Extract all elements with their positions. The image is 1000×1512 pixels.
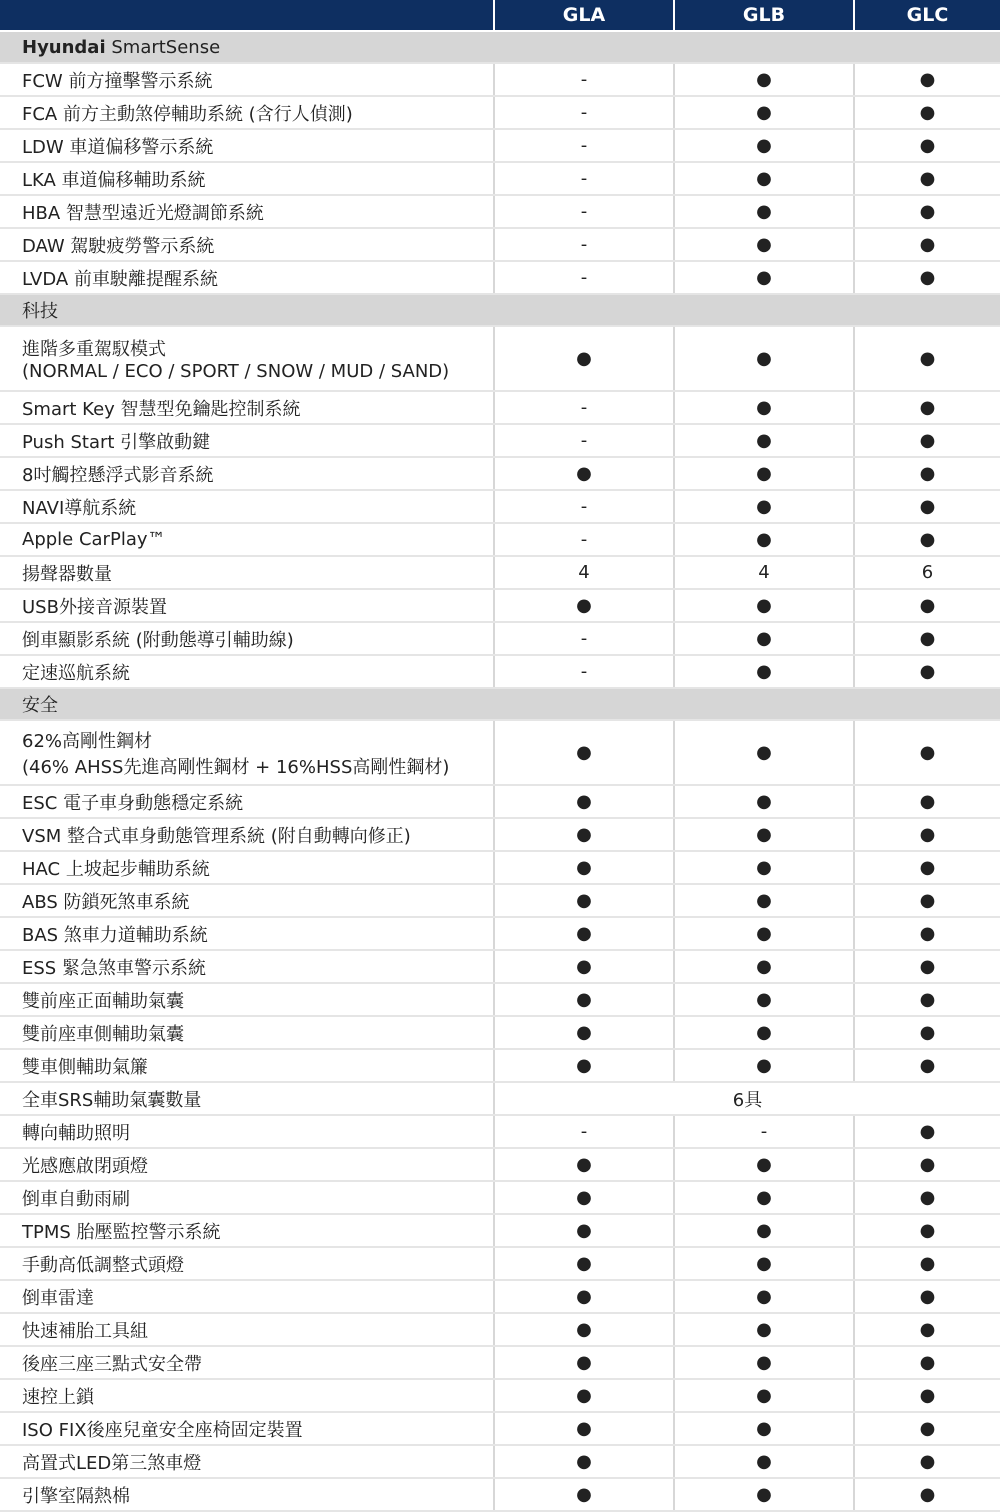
feature-cell [0,1115,494,1148]
feature-cell [0,917,494,950]
value-cell-glb: ● [674,1148,854,1181]
column-header-glc: GLC [854,0,1000,31]
table-row [0,1181,1000,1214]
value-cell-glb: ● [674,884,854,917]
value-cell-gla: - [494,1115,674,1148]
feature-cell [0,162,494,195]
table-row [0,1016,1000,1049]
value-cell-gla: - [494,228,674,261]
value-cell-gla: ● [494,1049,674,1082]
value-cell-glc: ● [854,1181,1000,1214]
value-cell-gla: - [494,523,674,556]
value-cell-gla: ● [494,1412,674,1445]
value-cell-gla: ● [494,1346,674,1379]
value-cell-glb: ● [674,917,854,950]
section-title [0,294,1000,326]
table-row [0,1346,1000,1379]
feature-label: Apple CarPlay™ [22,529,166,550]
value-cell-glb: ● [674,490,854,523]
table-row [0,917,1000,950]
feature-cell [0,391,494,424]
value-cell-glc: ● [854,1247,1000,1280]
table-row [0,720,1000,785]
value-cell-glc: ● [854,162,1000,195]
feature-label: Push Start 引擎啟動鍵 [22,431,211,453]
feature-label: BAS 煞車力道輔助系統 [22,924,208,946]
table-row [0,195,1000,228]
value-cell-gla: ● [494,1214,674,1247]
value-cell-glb: ● [674,424,854,457]
value-cell-gla: - [494,391,674,424]
value-cell-glc: ● [854,1115,1000,1148]
feature-label: 倒車自動雨刷 [22,1188,130,1210]
feature-cell [0,523,494,556]
table-row [0,785,1000,818]
feature-label: ESS 緊急煞車警示系統 [22,957,206,979]
feature-label: 後座三座三點式安全帶 [22,1353,202,1375]
value-cell-glc: ● [854,589,1000,622]
value-cell-glb: ● [674,326,854,391]
value-cell-glc: ● [854,950,1000,983]
feature-cell [0,96,494,129]
section-header-row [0,31,1000,63]
value-cell-glc: ● [854,818,1000,851]
value-cell-glc: ● [854,1346,1000,1379]
feature-label: 快速補胎工具組 [22,1320,148,1342]
value-cell-gla: - [494,96,674,129]
feature-label: 倒車顯影系統 (附動態導引輔助線) [22,629,294,651]
value-cell-gla: ● [494,326,674,391]
feature-cell [0,1082,494,1115]
feature-label: 8吋觸控懸浮式影音系統 [22,464,214,486]
value-cell-glc: ● [854,195,1000,228]
feature-cell [0,129,494,162]
feature-cell [0,195,494,228]
feature-label: 手動高低調整式頭燈 [22,1254,184,1276]
section-title [0,688,1000,720]
value-cell-glb: ● [674,622,854,655]
value-cell-gla: - [494,622,674,655]
feature-cell [0,1016,494,1049]
feature-cell [0,457,494,490]
feature-cell [0,1247,494,1280]
section-header-row [0,688,1000,720]
value-cell-gla: ● [494,457,674,490]
table-row [0,1082,1000,1115]
column-header-gla: GLA [494,0,674,31]
value-cell-glc: ● [854,1016,1000,1049]
table-row [0,1379,1000,1412]
value-cell-glb: ● [674,96,854,129]
feature-cell [0,326,494,391]
feature-label-detail: (NORMAL / ECO / SPORT / SNOW / MUD / SAND) [22,361,450,382]
value-cell-glc: ● [854,490,1000,523]
table-row [0,326,1000,391]
feature-cell [0,556,494,589]
feature-label: 光感應啟閉頭燈 [22,1155,148,1177]
feature-cell [0,785,494,818]
value-cell-glc: ● [854,1148,1000,1181]
value-cell-glc: ● [854,1214,1000,1247]
feature-label: LKA 車道偏移輔助系統 [22,169,206,191]
feature-label: 全車SRS輔助氣囊數量 [22,1089,202,1111]
table-row [0,818,1000,851]
value-cell-all: 6具 [494,1082,1000,1115]
feature-label: 倒車雷達 [22,1287,94,1309]
value-cell-glc: ● [854,884,1000,917]
value-cell-glc: 6 [854,556,1000,589]
feature-cell [0,1346,494,1379]
table-row [0,1445,1000,1478]
feature-cell [0,261,494,294]
feature-label: USB外接音源裝置 [22,596,167,618]
value-cell-gla: ● [494,1313,674,1346]
value-cell-gla: - [494,129,674,162]
table-row [0,556,1000,589]
value-cell-gla: - [494,424,674,457]
value-cell-glb: ● [674,162,854,195]
value-cell-glc: ● [854,1313,1000,1346]
feature-label: LVDA 前車駛離提醒系統 [22,268,218,290]
value-cell-glc: ● [854,983,1000,1016]
table-row [0,261,1000,294]
value-cell-gla: - [494,490,674,523]
value-cell-gla: ● [494,884,674,917]
feature-cell [0,1280,494,1313]
table-row [0,1247,1000,1280]
value-cell-gla: ● [494,1280,674,1313]
table-row [0,1280,1000,1313]
value-cell-gla: ● [494,785,674,818]
feature-cell [0,950,494,983]
feature-label: 高置式LED第三煞車燈 [22,1452,202,1474]
value-cell-gla: ● [494,1379,674,1412]
value-cell-gla: - [494,655,674,688]
value-cell-glb: ● [674,63,854,96]
feature-cell [0,655,494,688]
value-cell-glc: ● [854,1445,1000,1478]
value-cell-glc: ● [854,1049,1000,1082]
value-cell-glb: ● [674,1379,854,1412]
value-cell-glb: 4 [674,556,854,589]
value-cell-gla: - [494,261,674,294]
feature-cell [0,1379,494,1412]
feature-label: TPMS 胎壓監控警示系統 [22,1221,221,1243]
value-cell-glc: ● [854,785,1000,818]
table-row [0,129,1000,162]
value-cell-glc: ● [854,261,1000,294]
feature-cell [0,1214,494,1247]
table-row [0,457,1000,490]
value-cell-glc: ● [854,457,1000,490]
table-row [0,884,1000,917]
value-cell-glc: ● [854,523,1000,556]
feature-cell [0,589,494,622]
feature-label: 引擎室隔熱棉 [22,1485,130,1507]
feature-cell [0,720,494,785]
value-cell-gla: ● [494,950,674,983]
value-cell-gla: - [494,195,674,228]
feature-label: VSM 整合式車身動態管理系統 (附自動轉向修正) [22,825,411,847]
value-cell-glb: ● [674,1049,854,1082]
table-row [0,1478,1000,1511]
feature-cell [0,424,494,457]
value-cell-gla: ● [494,818,674,851]
table-row [0,162,1000,195]
value-cell-glb: ● [674,589,854,622]
value-cell-glb: ● [674,1412,854,1445]
feature-label: ESC 電子車身動態穩定系統 [22,792,244,814]
value-cell-gla: ● [494,1445,674,1478]
value-cell-glb: ● [674,261,854,294]
feature-label: 轉向輔助照明 [22,1122,130,1144]
table-row [0,1115,1000,1148]
value-cell-glb: ● [674,1313,854,1346]
value-cell-glc: ● [854,129,1000,162]
value-cell-glc: ● [854,622,1000,655]
table-row [0,1412,1000,1445]
value-cell-glb: ● [674,129,854,162]
value-cell-glc: ● [854,720,1000,785]
feature-label: 揚聲器數量 [22,563,112,585]
value-cell-gla: ● [494,1478,674,1511]
table-row [0,851,1000,884]
table-row [0,983,1000,1016]
feature-label: FCA 前方主動煞停輔助系統 (含行人偵測) [22,103,353,125]
feature-label: Smart Key 智慧型免鑰匙控制系統 [22,398,301,420]
feature-cell [0,1313,494,1346]
feature-label: NAVI導航系統 [22,497,137,519]
value-cell-gla: ● [494,851,674,884]
value-cell-glb: ● [674,818,854,851]
feature-cell [0,818,494,851]
table-row [0,228,1000,261]
value-cell-gla: ● [494,917,674,950]
section-title-text: SmartSense [105,36,221,58]
feature-cell [0,1445,494,1478]
feature-cell [0,490,494,523]
table-row [0,391,1000,424]
value-cell-glc: ● [854,655,1000,688]
value-cell-glc: ● [854,424,1000,457]
value-cell-glc: ● [854,391,1000,424]
table-row [0,622,1000,655]
feature-label: HAC 上坡起步輔助系統 [22,858,210,880]
value-cell-glc: ● [854,851,1000,884]
feature-label: 雙前座正面輔助氣囊 [22,990,184,1012]
value-cell-glc: ● [854,917,1000,950]
table-row [0,523,1000,556]
feature-cell [0,884,494,917]
feature-label: 進階多重駕馭模式 [22,339,166,360]
value-cell-glb: ● [674,1280,854,1313]
value-cell-gla: ● [494,589,674,622]
value-cell-glb: - [674,1115,854,1148]
value-cell-glb: ● [674,785,854,818]
value-cell-glb: ● [674,228,854,261]
feature-label: LDW 車道偏移警示系統 [22,136,214,158]
value-cell-glb: ● [674,1214,854,1247]
feature-cell [0,228,494,261]
section-title [0,31,1000,63]
value-cell-glc: ● [854,228,1000,261]
value-cell-glc: ● [854,63,1000,96]
table-row [0,589,1000,622]
feature-cell [0,622,494,655]
feature-label: ISO FIX後座兒童安全座椅固定裝置 [22,1419,303,1441]
header-blank [0,0,494,31]
feature-label: 速控上鎖 [22,1386,94,1408]
value-cell-glb: ● [674,457,854,490]
table-row [0,1313,1000,1346]
value-cell-glc: ● [854,1478,1000,1511]
value-cell-glc: ● [854,1379,1000,1412]
value-cell-gla: - [494,162,674,195]
table-row [0,655,1000,688]
header-row [0,0,1000,31]
value-cell-glc: ● [854,326,1000,391]
feature-label-detail: (46% AHSS先進高剛性鋼材 + 16%HSS高剛性鋼材) [22,756,450,778]
value-cell-glc: ● [854,96,1000,129]
table-row [0,96,1000,129]
feature-label: 62%高剛性鋼材 [22,730,153,752]
table-row [0,1049,1000,1082]
feature-cell [0,1148,494,1181]
value-cell-glb: ● [674,391,854,424]
value-cell-gla: ● [494,1181,674,1214]
section-title-text: 科技 [22,301,58,322]
feature-label: 定速巡航系統 [22,662,130,684]
feature-label: 雙車側輔助氣簾 [22,1056,148,1078]
value-cell-glb: ● [674,1445,854,1478]
section-header-row [0,294,1000,326]
value-cell-gla: ● [494,1148,674,1181]
feature-label: FCW 前方撞擊警示系統 [22,70,213,92]
value-cell-gla: ● [494,720,674,785]
feature-label: 雙前座車側輔助氣囊 [22,1023,184,1045]
value-cell-glc: ● [854,1412,1000,1445]
value-cell-glc: ● [854,1280,1000,1313]
value-cell-glb: ● [674,1346,854,1379]
value-cell-glb: ● [674,983,854,1016]
value-cell-glb: ● [674,950,854,983]
feature-cell [0,983,494,1016]
section-title-text: 安全 [22,695,58,716]
value-cell-glb: ● [674,1247,854,1280]
feature-cell [0,1181,494,1214]
value-cell-glb: ● [674,195,854,228]
column-header-glb: GLB [674,0,854,31]
table-row [0,424,1000,457]
value-cell-gla: 4 [494,556,674,589]
value-cell-gla: ● [494,1247,674,1280]
value-cell-glb: ● [674,523,854,556]
table-row [0,1214,1000,1247]
value-cell-gla: - [494,63,674,96]
feature-cell [0,63,494,96]
feature-label: ABS 防鎖死煞車系統 [22,891,190,913]
value-cell-glb: ● [674,1478,854,1511]
value-cell-gla: ● [494,1016,674,1049]
value-cell-glb: ● [674,1181,854,1214]
value-cell-glb: ● [674,655,854,688]
section-title-brand: Hyundai [22,36,106,58]
table-row [0,1148,1000,1181]
table-row [0,63,1000,96]
table-row [0,950,1000,983]
value-cell-gla: ● [494,983,674,1016]
value-cell-glb: ● [674,1016,854,1049]
value-cell-glb: ● [674,851,854,884]
feature-cell [0,1478,494,1511]
feature-cell [0,851,494,884]
feature-cell [0,1049,494,1082]
feature-cell [0,1412,494,1445]
table-row [0,490,1000,523]
feature-label: DAW 駕駛疲勞警示系統 [22,235,215,257]
feature-label: HBA 智慧型遠近光燈調節系統 [22,202,264,224]
value-cell-glb: ● [674,720,854,785]
